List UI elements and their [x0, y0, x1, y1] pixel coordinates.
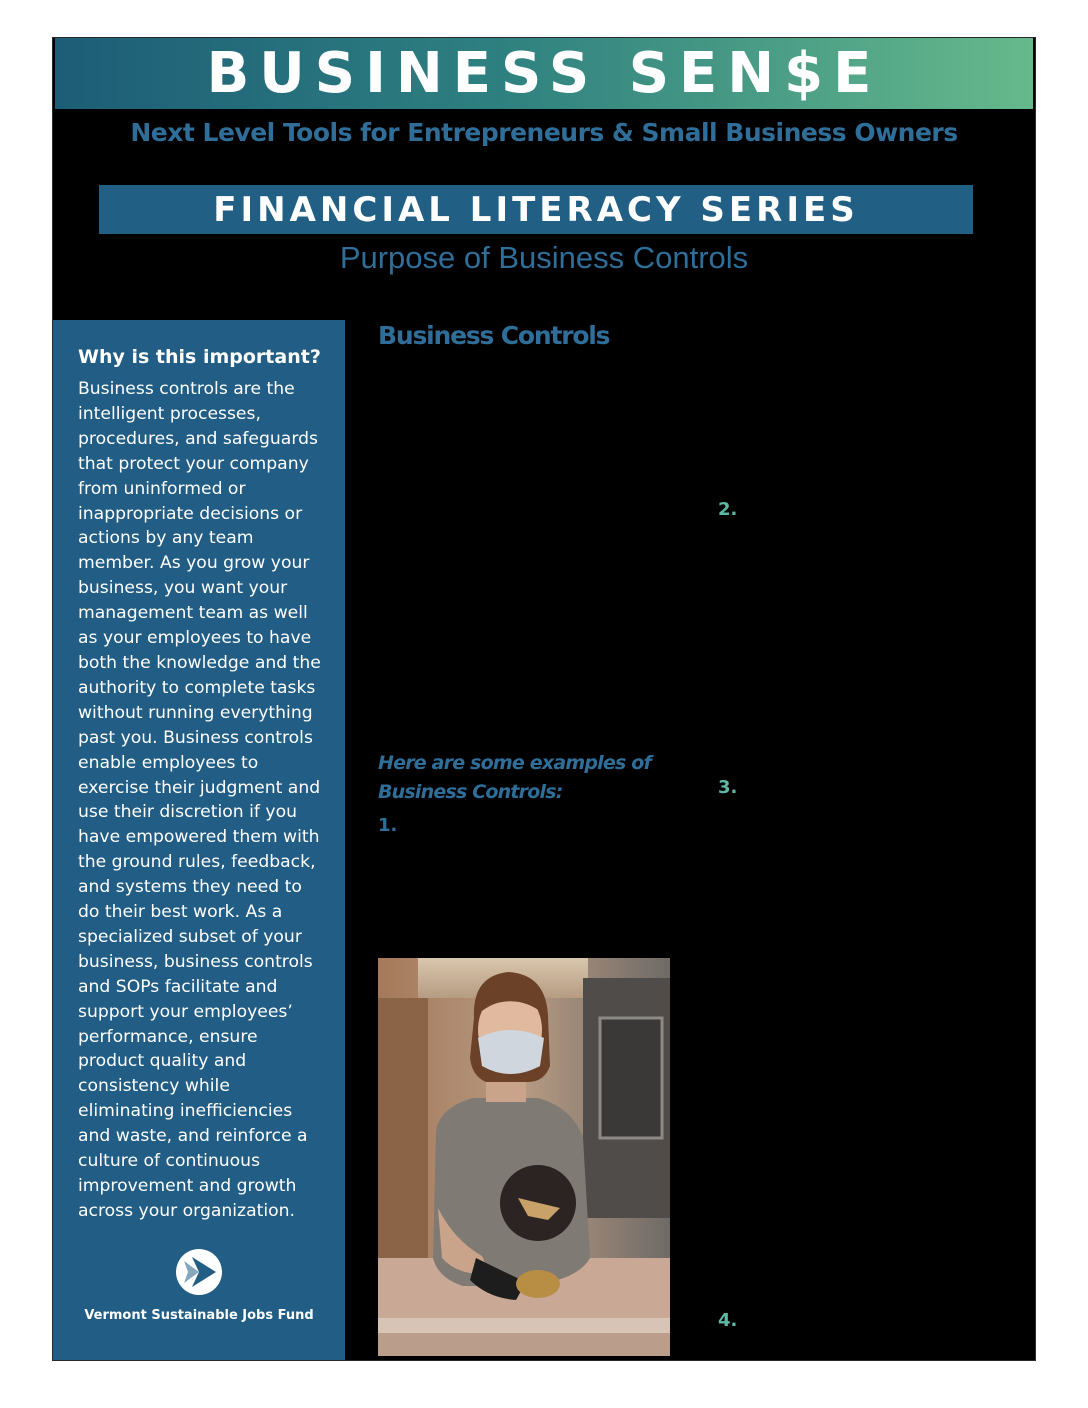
publication-title: BUSINESS SEN$E [206, 40, 882, 106]
tagline: Next Level Tools for Entrepreneurs & Small Business Owners [130, 118, 958, 147]
list-number-4: 4. [718, 1310, 738, 1331]
vsjf-logo-icon [175, 1248, 223, 1296]
sidebar-body: Business controls are the intelligent processes, procedures, and safeguards that protect your company from uninformed or inappropriate decisions or actions by any team member. As you grow your business, you want your management team as well as your employees to have both the knowledge and the authority to complete tasks without running everything past you. Business controls enable employees to exercise their judgment and use their discretion if you have empowered them with the ground rules, feedback, and systems they need to do their best work. As a specialized subset of your business, business controls and SOPs facilitate and support your employees’ performance, ensure product quality and consistency while eliminating inefficiencies and waste, and reinforce a culture of continuous improvement and growth across your organization. [78, 379, 321, 1221]
series-bar [99, 185, 973, 234]
list-number-2: 2. [718, 499, 738, 520]
vsjf-logo [53, 1248, 345, 1323]
list-number-3: 3. [718, 777, 738, 798]
series-title: FINANCIAL LITERACY SERIES [213, 189, 859, 230]
section-heading: Business Controls [378, 321, 610, 350]
examples-intro: Here are some examples of Business Controls: [378, 752, 652, 803]
list-number-1: 1. [378, 815, 398, 836]
sidebar-heading: Why is this important? [78, 346, 321, 368]
page [52, 37, 1036, 1361]
sidebar [53, 320, 345, 1360]
logo-text: Vermont Sustainable Jobs Fund [84, 1308, 314, 1323]
kitchen-worker-photo [378, 958, 670, 1356]
header-banner [55, 38, 1033, 109]
page-subtitle: Purpose of Business Controls [339, 240, 749, 275]
